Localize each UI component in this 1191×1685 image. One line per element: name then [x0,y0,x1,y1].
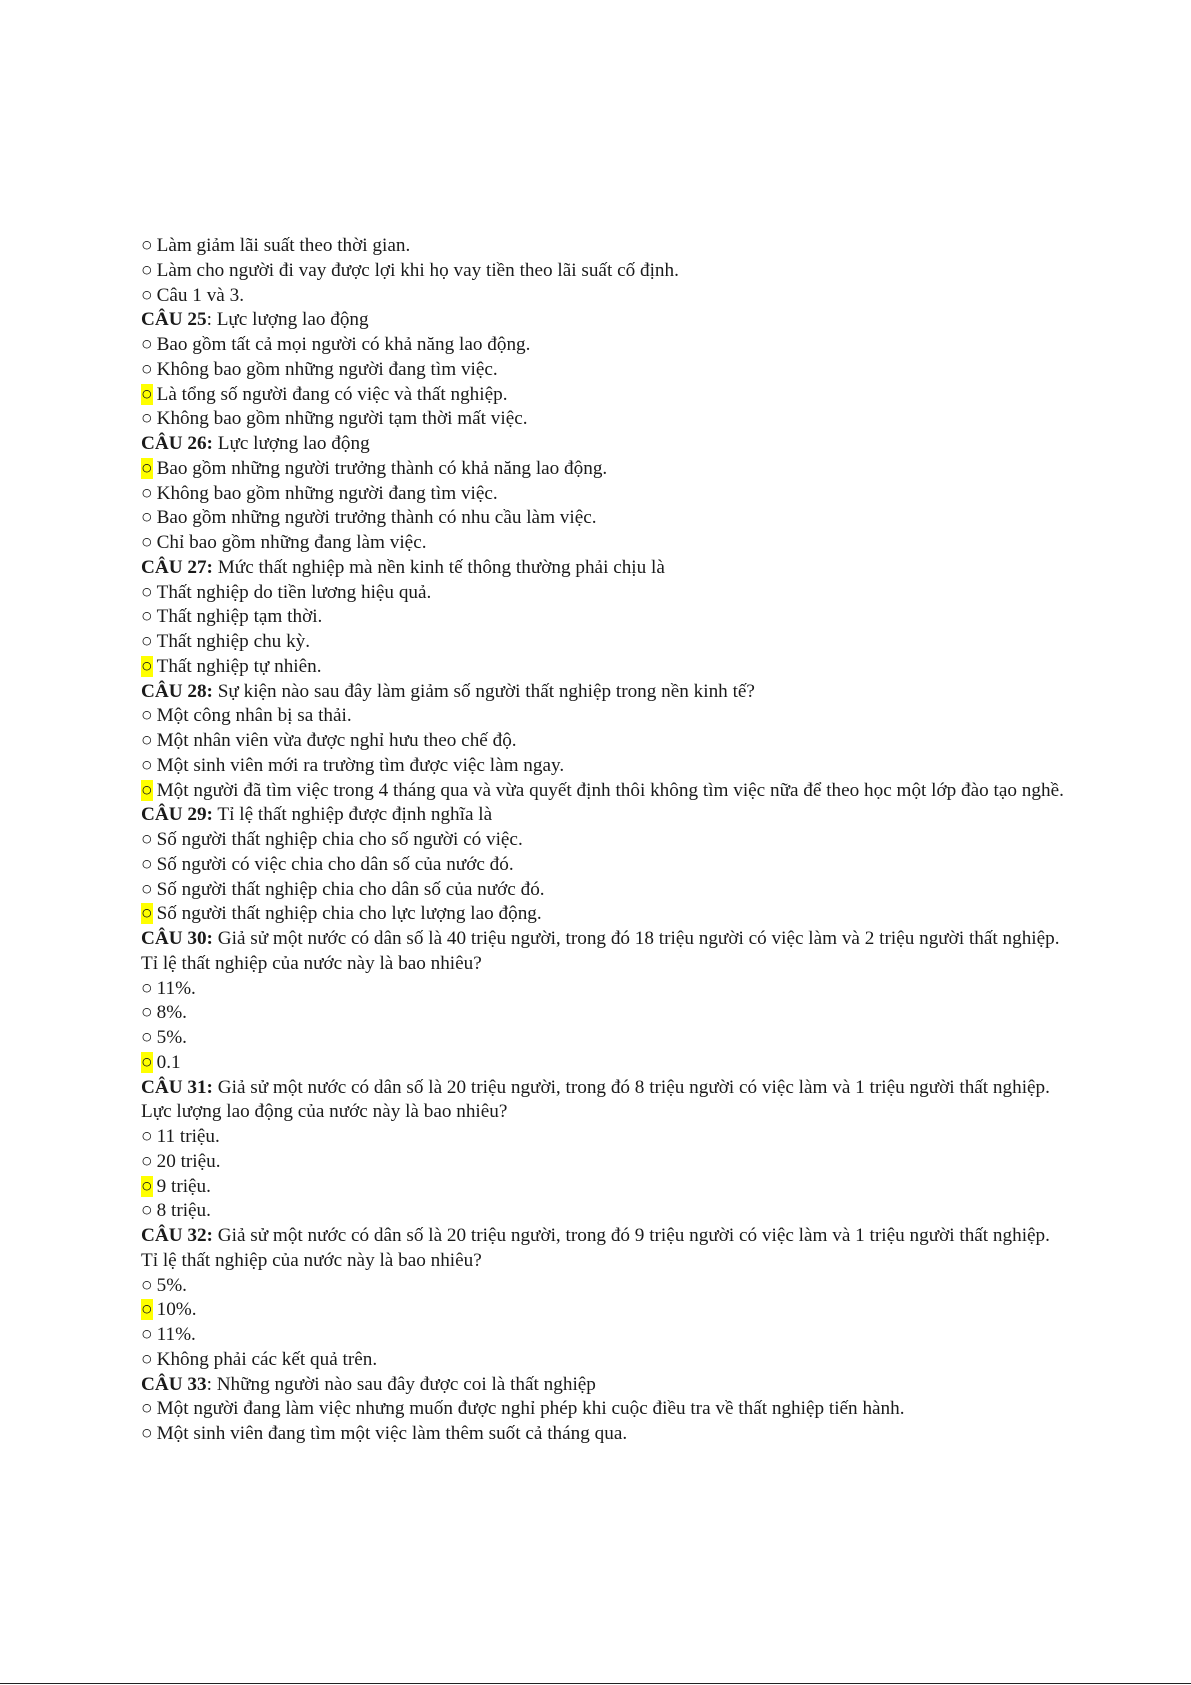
answer-option [141,853,1071,878]
answer-option-correct [141,655,1071,680]
question-heading [141,803,1071,828]
radio-circle-icon: ○ [141,507,153,529]
answer-option [141,1348,1071,1373]
radio-circle-icon: ○ [141,1126,153,1147]
option-text: Số người thất nghiệp chia cho số người có việc. [156,829,523,850]
option-text: 8 triệu. [156,1200,211,1222]
question-heading [141,308,1071,333]
answer-option [141,284,1071,309]
answer-option-correct [141,902,1071,927]
answer-option [141,754,1071,779]
option-text: Chỉ bao gồm những đang làm việc. [156,532,427,553]
answer-option-correct [141,383,1071,408]
option-text: Bao gồm những người trưởng thành có khả năng lao động. [156,457,608,479]
option-text: 11%. [156,977,196,999]
radio-circle-icon: ○ [141,482,153,504]
document-page [141,234,1071,1447]
option-text: Là tổng số người đang có việc và thất nghiệp. [156,383,508,405]
radio-circle-icon: ○ [141,878,153,900]
option-text: Một công nhân bị sa thải. [156,705,352,727]
radio-circle-icon: ○ [141,977,153,999]
radio-circle-icon: ○ [141,1274,153,1296]
question-text: Tỉ lệ thất nghiệp được định nghĩa là [212,804,493,826]
option-text: Không bao gồm những người đang tìm việc. [156,482,498,504]
option-text: 8%. [156,1002,187,1024]
question-heading [141,680,1071,705]
answer-option [141,1026,1071,1051]
answer-option-correct [141,1051,1071,1076]
question-number: CÂU 25 [141,309,207,331]
option-text: Số người có việc chia cho dân số của nước đó. [156,853,514,875]
answer-option [141,878,1071,903]
radio-circle-icon: ○ [141,1324,153,1345]
radio-circle-icon: ○ [141,655,153,677]
answer-option-correct [141,457,1071,482]
radio-circle-icon: ○ [141,779,153,801]
radio-circle-icon: ○ [141,532,153,553]
option-text: 5%. [156,1274,187,1296]
option-text: Một nhân viên vừa được nghỉ hưu theo chế độ. [156,730,517,751]
question-heading [141,1076,1071,1126]
option-text: 20 triệu. [156,1150,221,1172]
option-text: Thất nghiệp tạm thời. [156,606,323,628]
question-number: CÂU 33 [141,1373,207,1395]
radio-circle-icon: ○ [141,631,153,652]
answer-option [141,605,1071,630]
radio-circle-icon: ○ [141,383,153,405]
answer-option [141,1323,1071,1348]
radio-circle-icon: ○ [141,1299,153,1321]
answer-option [141,506,1071,531]
answer-option [141,482,1071,507]
question-text: Giả sử một nước có dân số là 40 triệu người, trong đó 18 triệu người có việc làm và 2 triệu người thất nghiệp. Tỉ lệ thất nghiệp của nước này là bao nhiêu? [141,928,1060,974]
page-bottom-rule [0,1683,1191,1684]
question-number: CÂU 28: [141,680,213,702]
answer-option [141,977,1071,1002]
question-number: CÂU 32: [141,1225,213,1246]
answer-option [141,1125,1071,1150]
option-text: Làm cho người đi vay được lợi khi họ vay tiền theo lãi suất cố định. [156,259,679,281]
radio-circle-icon: ○ [141,754,153,776]
question-number: CÂU 26: [141,433,213,454]
question-number: CÂU 31: [141,1076,213,1098]
question-heading [141,1373,1071,1398]
question-text: Sự kiện nào sau đây làm giảm số người thất nghiệp trong nền kinh tế? [212,680,755,702]
answer-option [141,234,1071,259]
radio-circle-icon: ○ [141,1348,153,1370]
question-heading [141,556,1071,581]
question-text: Lực lượng lao động [212,433,370,454]
option-text: Làm giảm lãi suất theo thời gian. [156,235,411,256]
option-text: Không bao gồm những người tạm thời mất việc. [156,408,528,430]
option-text: Không phải các kết quả trên. [156,1348,378,1370]
radio-circle-icon: ○ [141,457,153,479]
option-text: Thất nghiệp tự nhiên. [156,655,322,677]
answer-option [141,581,1071,606]
question-number: CÂU 29: [141,804,213,826]
radio-circle-icon: ○ [141,1027,153,1048]
option-text: 10%. [156,1299,197,1321]
option-text: Bao gồm tất cả mọi người có khả năng lao động. [156,334,531,355]
answer-option [141,407,1071,432]
option-text: 9 triệu. [156,1175,211,1197]
radio-circle-icon: ○ [141,1200,153,1222]
radio-circle-icon: ○ [141,235,153,256]
answer-option [141,630,1071,655]
radio-circle-icon: ○ [141,1423,153,1444]
option-text: 5%. [156,1027,187,1048]
option-text: Một sinh viên mới ra trường tìm được việc làm ngay. [156,754,565,776]
radio-circle-icon: ○ [141,730,153,751]
answer-option [141,358,1071,383]
radio-circle-icon: ○ [141,581,153,603]
radio-circle-icon: ○ [141,1002,153,1024]
answer-option [141,1001,1071,1026]
answer-option [141,1274,1071,1299]
option-text: Không bao gồm những người đang tìm việc. [156,358,498,380]
radio-circle-icon: ○ [141,1150,153,1172]
answer-option [141,1150,1071,1175]
answer-option [141,1199,1071,1224]
question-number: CÂU 30: [141,928,213,949]
question-text: Giả sử một nước có dân số là 20 triệu người, trong đó 9 triệu người có việc làm và 1 triệu người thất nghiệp. Tỉ lệ thất nghiệp của nước này là bao nhiêu? [141,1225,1050,1271]
radio-circle-icon: ○ [141,259,153,281]
radio-circle-icon: ○ [141,334,153,355]
answer-option-correct [141,1298,1071,1323]
option-text: Số người thất nghiệp chia cho dân số của nước đó. [156,878,545,900]
radio-circle-icon: ○ [141,284,153,306]
question-text: Giả sử một nước có dân số là 20 triệu người, trong đó 8 triệu người có việc làm và 1 triệu người thất nghiệp. Lực lượng lao động của nước này là bao nhiêu? [141,1076,1050,1123]
answer-option [141,259,1071,284]
option-text: Một sinh viên đang tìm một việc làm thêm suốt cả tháng qua. [156,1423,628,1444]
option-text: Câu 1 và 3. [156,284,244,306]
question-heading [141,1224,1071,1274]
question-text: : Những người nào sau đây được coi là thất nghiệp [206,1373,596,1395]
question-text: : Lực lượng lao động [206,309,369,331]
radio-circle-icon: ○ [141,705,153,727]
option-text: Một người đã tìm việc trong 4 tháng qua và vừa quyết định thôi không tìm việc nữa để theo học một lớp đào tạo nghề. [156,779,1064,801]
option-text: Bao gồm những người trưởng thành có nhu cầu làm việc. [156,507,597,529]
option-text: Số người thất nghiệp chia cho lực lượng lao động. [156,903,542,925]
answer-option [141,531,1071,556]
radio-circle-icon: ○ [141,1398,153,1420]
option-text: Thất nghiệp chu kỳ. [156,631,311,652]
answer-option [141,704,1071,729]
radio-circle-icon: ○ [141,1051,153,1073]
answer-option-correct [141,1175,1071,1200]
answer-option-correct [141,779,1071,804]
answer-option [141,1397,1071,1422]
radio-circle-icon: ○ [141,1175,153,1197]
answer-option [141,1422,1071,1447]
option-text: Một người đang làm việc nhưng muốn được nghỉ phép khi cuộc điều tra về thất nghiệp tiến hành. [156,1398,905,1420]
option-text: Thất nghiệp do tiền lương hiệu quả. [156,581,432,603]
option-text: 11 triệu. [156,1126,220,1147]
answer-option [141,729,1071,754]
option-text: 0.1 [156,1051,181,1073]
answer-option [141,333,1071,358]
radio-circle-icon: ○ [141,903,153,925]
answer-option [141,828,1071,853]
question-heading [141,432,1071,457]
question-text: Mức thất nghiệp mà nền kinh tế thông thường phải chịu là [212,556,665,578]
question-heading [141,927,1071,977]
radio-circle-icon: ○ [141,829,153,850]
radio-circle-icon: ○ [141,408,153,430]
question-number: CÂU 27: [141,556,213,578]
radio-circle-icon: ○ [141,358,153,380]
option-text: 11%. [156,1324,196,1345]
radio-circle-icon: ○ [141,853,153,875]
radio-circle-icon: ○ [141,606,153,628]
